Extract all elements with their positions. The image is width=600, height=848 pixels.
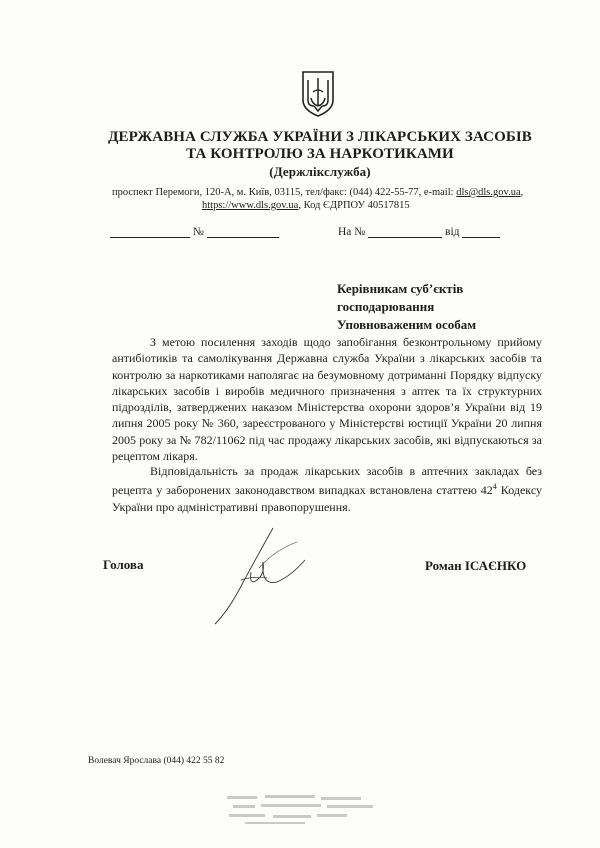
org-name-line1: ДЕРЖАВНА СЛУЖБА УКРАЇНИ З ЛІКАРСЬКИХ ЗАСОБІВ (108, 129, 532, 145)
paragraph2-end: Кодексу України про адміністративні правопорушення. (112, 483, 542, 514)
outgoing-number-sign: № (192, 226, 204, 238)
executor-contact: Волевач Ярослава (044) 422 55 82 (88, 756, 225, 766)
incoming-date-blank (462, 237, 500, 238)
addressee-line1: Керівникам суб’єктів (337, 281, 464, 296)
contacts-line2 (202, 199, 600, 212)
address-text: проспект Перемоги, 120-А, м. Київ, 03115, тел/факс: (044) 422-55-77, e-mail: (112, 187, 457, 198)
incoming-number-blank (368, 237, 442, 238)
body-paragraph-2 (112, 463, 542, 515)
contacts-line1 (112, 186, 542, 199)
signatory-title: Голова (103, 557, 144, 572)
edrpou-text: , Код ЄДРПОУ 40517815 (298, 200, 410, 211)
outgoing-date-blank (110, 237, 190, 238)
paragraph2-superscript: 4 (492, 482, 497, 492)
outgoing-number-blank (207, 237, 279, 238)
tryzub-emblem-icon (300, 70, 336, 118)
addressee-line2: господарювання (337, 299, 435, 314)
incoming-na-label: На № (338, 226, 366, 238)
incoming-vid-label: від (445, 226, 460, 238)
org-short-name: (Держлікслужба) (269, 164, 371, 179)
org-name-line2: ТА КОНТРОЛЮ ЗА НАРКОТИКАМИ (186, 146, 454, 162)
addressee-line3: Уповноваженим особам (337, 317, 477, 332)
website-link[interactable]: https://www.dls.gov.ua (202, 200, 299, 211)
outgoing-ref (110, 226, 279, 238)
incoming-ref (338, 226, 500, 238)
paragraph2-main: Відповідальність за продаж лікарських засобів в аптечних закладах без рецепта у заборонених законодавством випадках встановлена статтею 42 (112, 464, 542, 498)
email-suffix: , (520, 187, 524, 198)
email-link[interactable]: dls@dls.gov.ua (456, 187, 521, 198)
body-paragraph-1: З метою посилення заходів щодо запобігання безконтрольному прийому антибіотиків та самолікування Державна служба України з лікарських засобів та контролю за наркотиками наполягає на безумовному дотриманні Порядку відпуску лікарських засобів і виробів медичного призначення з аптек та їх структурних підрозділів, затверджених наказом Міністерства охорони здоров’я України від 19 липня 2005 року № 360, зареєстрованого у Міністерстві юстиції України 20 липня 2005 року за № 782/11062 під час продажу лікарських засобів, які відпускаються за рецептом лікаря. (112, 335, 542, 464)
handwritten-signature (195, 520, 315, 630)
signatory-name: Роман ІСАЄНКО (425, 558, 527, 573)
registration-stamp-faded (225, 792, 385, 826)
